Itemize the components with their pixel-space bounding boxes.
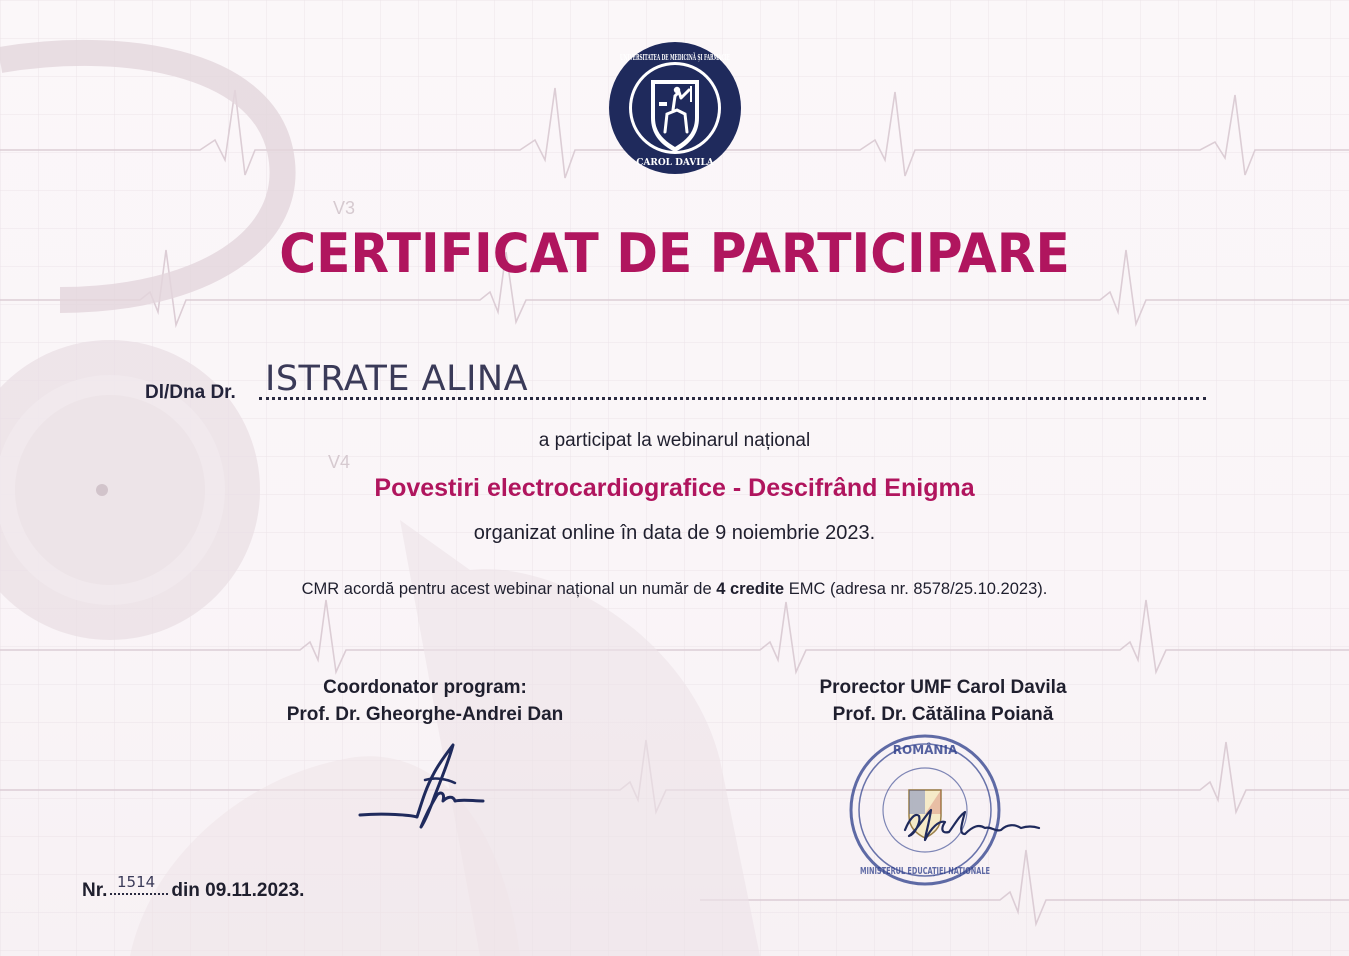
nr-date: din 09.11.2023.	[171, 880, 305, 901]
logo-ring-text-bottom: CAROL DAVILA	[636, 158, 714, 168]
participant-name: ISTRATE ALINA	[265, 359, 529, 399]
prorector-name: Prof. Dr. Cătălina Poiană	[832, 704, 1054, 725]
university-logo	[607, 40, 842, 176]
name-label: Dl/Dna Dr.	[145, 382, 236, 403]
coordinator-name: Prof. Dr. Gheorghe-Andrei Dan	[286, 704, 564, 725]
coordinator-role: Coordonator program:	[323, 677, 527, 698]
nr-value: 1514	[117, 873, 156, 891]
coordinator-signature	[355, 735, 490, 835]
organized-date-text: organizat online în data de 9 noiembrie 2023.	[473, 522, 876, 544]
svg-text:V3: V3	[333, 198, 356, 218]
stamp-country: ROMÂNIA	[892, 743, 958, 757]
stamp-ring-text: MINISTERUL EDUCAȚIEI NAȚIONALE	[860, 866, 990, 877]
participation-text: a participat la webinarul național	[538, 430, 811, 451]
svg-text:V4: V4	[328, 452, 351, 472]
credits-text	[0, 580, 1349, 599]
coordinator-block	[225, 674, 625, 728]
certificate-title: CERTIFICAT DE PARTICIPARE	[279, 222, 1070, 285]
credits-post: EMC (adresa nr. 8578/25.10.2023).	[788, 580, 1048, 598]
prorector-block	[743, 674, 1143, 728]
credits-pre: CMR acordă pentru acest webinar național un număr de	[301, 580, 712, 598]
credits-amount: 4 credite	[716, 580, 785, 598]
nr-label: Nr.	[82, 880, 108, 901]
registration-number	[82, 873, 305, 902]
nr-dots	[110, 893, 168, 895]
prorector-role: Prorector UMF Carol Davila	[819, 677, 1067, 698]
webinar-title: Povestiri electrocardiografice - Descifrând Enigma	[374, 474, 975, 502]
prorector-signature	[895, 790, 1045, 850]
logo-ring-text-top: UNIVERSITATEA DE MEDICINĂ ȘI FARMACIE	[620, 53, 842, 63]
